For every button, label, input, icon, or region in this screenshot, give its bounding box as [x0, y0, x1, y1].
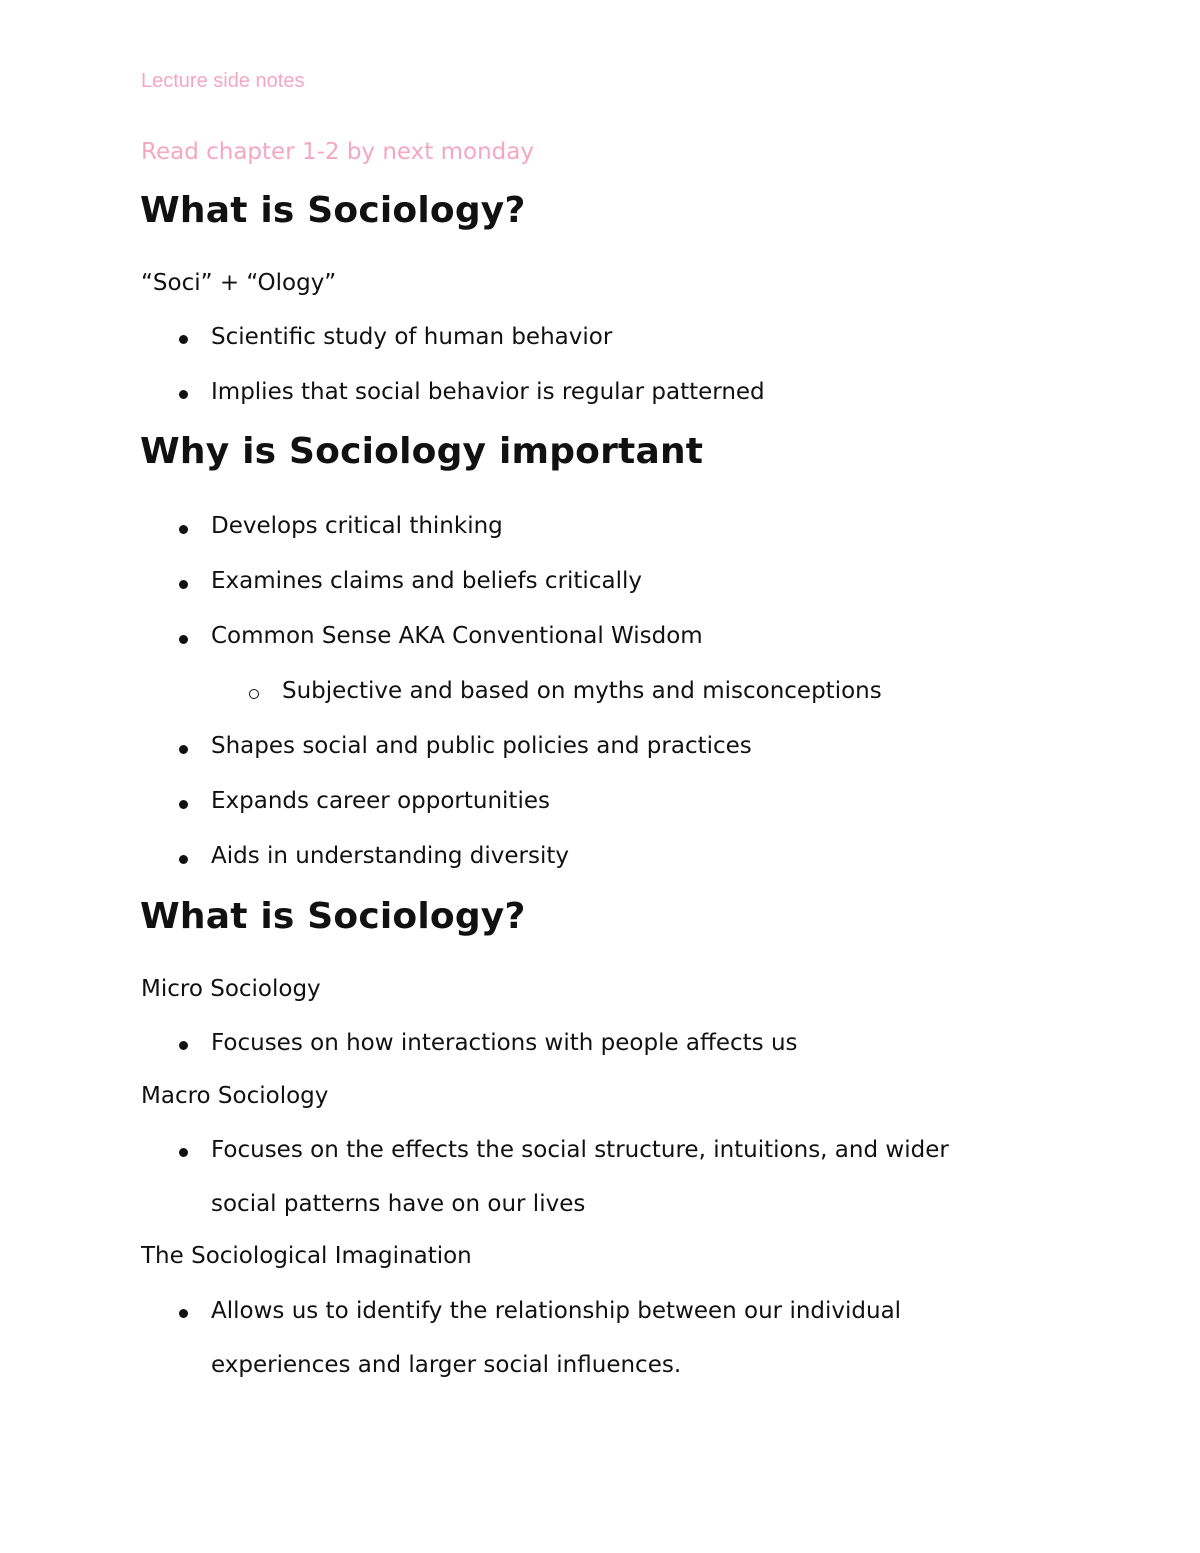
bullet-icon [179, 745, 188, 754]
list-item: Common Sense AKA Conventional Wisdom [211, 623, 703, 649]
list-item: Implies that social behavior is regular patterned [211, 379, 765, 405]
bullet-icon [179, 1148, 188, 1157]
bullet-icon [179, 390, 188, 399]
heading-why-important: Why is Sociology important [140, 431, 704, 472]
micro-sociology-label: Micro Sociology [141, 976, 321, 1002]
list-item-line2: experiences and larger social influences. [211, 1352, 682, 1378]
list-item-line2: social patterns have on our lives [211, 1191, 586, 1217]
list-item: Focuses on how interactions with people affects us [211, 1030, 798, 1056]
side-note-header: Lecture side notes [141, 70, 305, 92]
heading-what-is-sociology-2: What is Sociology? [140, 896, 526, 937]
bullet-icon [179, 855, 188, 864]
hollow-bullet-icon [249, 689, 259, 699]
reading-reminder: Read chapter 1-2 by next monday [141, 139, 534, 165]
list-item: Examines claims and beliefs critically [211, 568, 642, 594]
list-item: Shapes social and public policies and practices [211, 733, 752, 759]
list-item: Expands career opportunities [211, 788, 550, 814]
bullet-icon [179, 635, 188, 644]
sociological-imagination-label: The Sociological Imagination [141, 1243, 472, 1269]
heading-what-is-sociology: What is Sociology? [140, 190, 526, 231]
list-item: Aids in understanding diversity [211, 843, 570, 869]
bullet-icon [179, 1041, 188, 1050]
bullet-icon [179, 580, 188, 589]
sub-list-item: Subjective and based on myths and misconceptions [282, 678, 882, 704]
list-item: Scientific study of human behavior [211, 324, 613, 350]
bullet-icon [179, 335, 188, 344]
list-item: Develops critical thinking [211, 513, 503, 539]
list-item-line1: Focuses on the effects the social structure, intuitions, and wider [211, 1137, 949, 1163]
bullet-icon [179, 525, 188, 534]
macro-sociology-label: Macro Sociology [141, 1083, 329, 1109]
bullet-icon [179, 1309, 188, 1318]
bullet-icon [179, 800, 188, 809]
list-item-line1: Allows us to identify the relationship between our individual [211, 1298, 902, 1324]
soci-ology-line: “Soci” + “Ology” [141, 270, 337, 296]
